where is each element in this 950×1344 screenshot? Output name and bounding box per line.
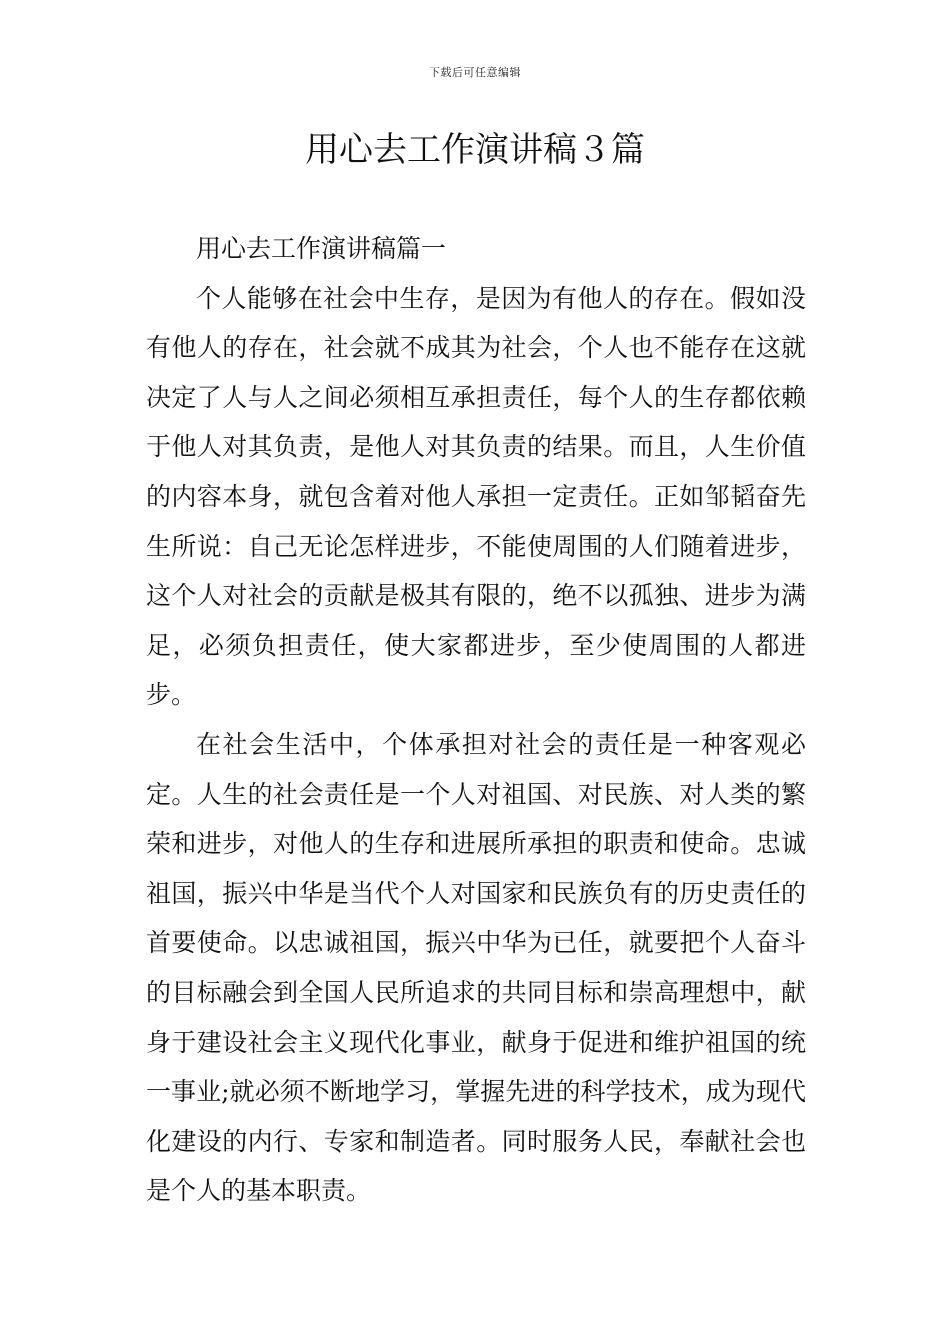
paragraph-2: 在社会生活中，个体承担对社会的责任是一种客观必定。人生的社会责任是一个人对祖国、对民族、对人类的繁荣和进步，对他人的生存和进展所承担的职责和使命。忠诚祖国，振兴中华是当代个人对国家和民族负有的历史责任的首要使命。以忠诚祖国，振兴中华为已任，就要把个人奋斗的目标融会到全国人民所追求的共同目标和崇高理想中，献身于建设社会主义现代化事业，献身于促进和维护祖国的统一事业;就必须不断地学习，掌握先进的科学技术，成为现代化建设的内行、专家和制造者。同时服务人民，奉献社会也是个人的基本职责。	[146, 729, 806, 1206]
document-body	[146, 224, 806, 1216]
paragraph-1: 个人能够在社会中生存，是因为有他人的存在。假如没有他人的存在，社会就不成其为社会，个人也不能存在这就决定了人与人之间必须相互承担责任，每个人的生存都依赖于他人对其负责，是他人对其负责的结果。而且，人生价值的内容本身，就包含着对他人承担一定责任。正如邹韬奋先生所说：自己无论怎样进步，不能使周围的人们随着进步，这个人对社会的贡献是极其有限的，绝不以孤独、进步为满足，必须负担责任，使大家都进步，至少使周围的人都进步。	[146, 283, 806, 710]
section-heading: 用心去工作演讲稿篇一	[196, 234, 447, 263]
header-note: 下载后可任意编辑	[429, 66, 521, 79]
document-title: 用心去工作演讲稿３篇	[305, 130, 645, 170]
